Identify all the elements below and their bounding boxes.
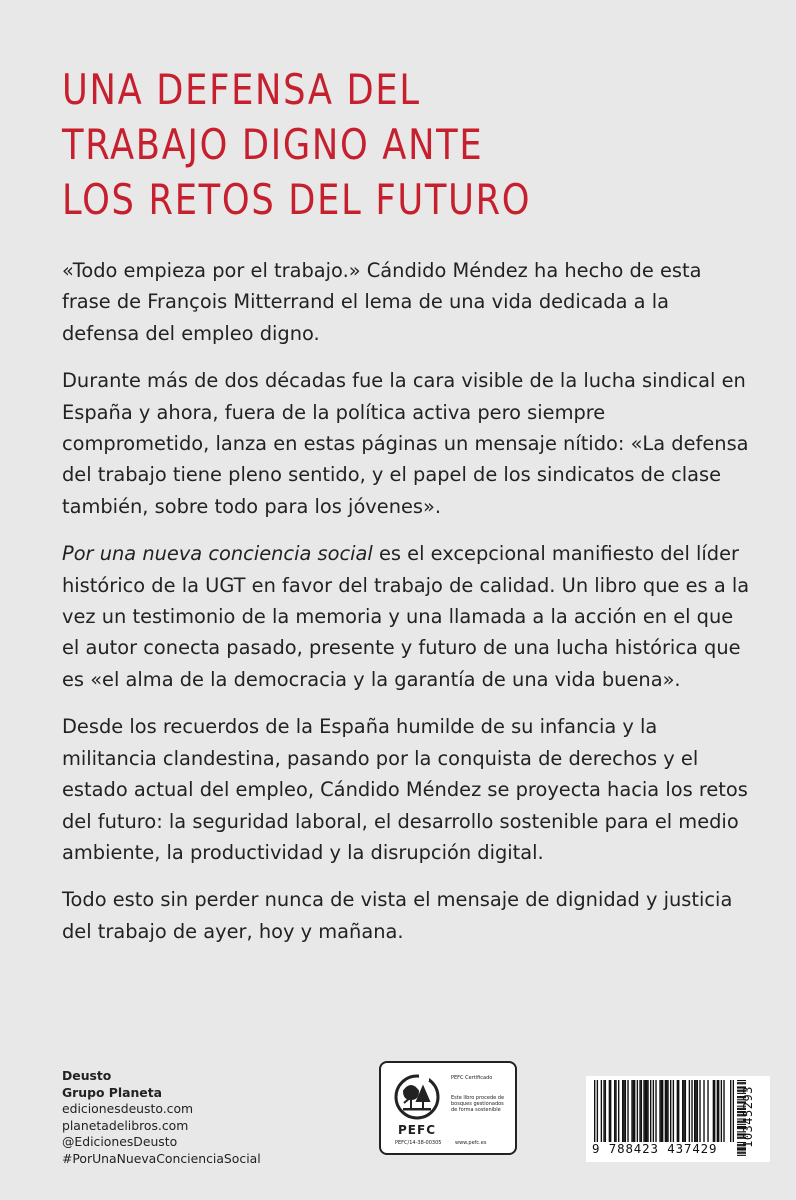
pefc-certified-label: PEFC Certificado [451, 1075, 493, 1081]
pefc-trees-icon [391, 1073, 443, 1121]
pefc-logo-text: PEFC [398, 1123, 436, 1137]
barcode-bar [707, 1080, 708, 1142]
barcode-bar [601, 1080, 602, 1142]
barcode-bar [633, 1080, 634, 1142]
barcode-bar [666, 1080, 667, 1142]
pefc-url: www.pefc.es [455, 1140, 487, 1146]
hashtag: #PorUnaNuevaConcienciaSocial [62, 1150, 261, 1166]
isbn-digits: 9 788423 437429 [592, 1141, 718, 1156]
barcode-bar [677, 1080, 678, 1142]
barcode-bar [730, 1080, 731, 1142]
barcode-bar [697, 1080, 698, 1142]
publisher-info [62, 1068, 261, 1168]
headline-line-3: LOS RETOS DEL FUTURO [62, 175, 532, 224]
barcode-bar [683, 1080, 684, 1142]
headline-line-1: UNA DEFENSA DEL [62, 65, 421, 114]
blurb-paragraph-2: Durante más de dos décadas fue la cara visible de la lucha sindical en España y ahora, fuera de la política activa pero siempre comprometido, lanza en estas páginas un mensaje nítido: «La defensa del trabajo tiene pleno sentido, y el papel de los sindicatos de clase también, sobre todo para los jóvenes». [62, 369, 749, 518]
barcode-bar [699, 1080, 700, 1142]
barcode-bar [682, 1080, 683, 1142]
planeta-website: planetadelibros.com [62, 1117, 189, 1133]
barcode-bar [714, 1080, 715, 1142]
barcode-bar [646, 1080, 647, 1142]
barcode-bar [647, 1080, 648, 1142]
barcode-bar [655, 1080, 656, 1142]
barcode-bar [721, 1080, 722, 1142]
blurb [62, 255, 752, 963]
barcode-bar [610, 1080, 611, 1142]
barcode-bar [665, 1080, 666, 1142]
back-cover-headline [62, 62, 650, 227]
barcode-bar [641, 1080, 642, 1142]
barcode-bar [691, 1080, 692, 1142]
barcode-bar [627, 1080, 628, 1142]
barcode-bar [653, 1080, 654, 1142]
barcode-addon [737, 1080, 759, 1158]
barcode-bar [643, 1080, 644, 1142]
barcode-bar [623, 1080, 624, 1142]
barcode-bar [639, 1080, 640, 1142]
book-title-italic: Por una nueva conciencia social [62, 542, 373, 566]
barcode-bar [615, 1080, 616, 1142]
barcode-bar [733, 1080, 734, 1142]
barcode-bar [685, 1080, 686, 1142]
barcode-bar [659, 1080, 660, 1142]
barcode-bar [622, 1080, 623, 1142]
barcode-bar [695, 1080, 696, 1142]
barcode-bar [637, 1080, 638, 1142]
barcode-bar [650, 1080, 651, 1142]
blurb-paragraph-1: «Todo empieza por el trabajo.» Cándido Méndez ha hecho de esta frase de François Mitterrand el lema de una vida dedicada a la defensa del empleo digno. [62, 259, 702, 345]
barcode-bar [713, 1080, 714, 1142]
publisher-group: Grupo Planeta [62, 1084, 162, 1100]
pefc-desc-line-2: bosques gestionados [451, 1101, 504, 1107]
barcode-bar [645, 1080, 646, 1142]
barcode-bar [717, 1080, 718, 1142]
barcode-bar [670, 1080, 671, 1142]
barcode-bar [718, 1080, 719, 1142]
publisher-website: edicionesdeusto.com [62, 1101, 194, 1117]
barcode-bar [594, 1080, 595, 1142]
isbn-barcode [586, 1076, 770, 1162]
blurb-paragraph-4: Desde los recuerdos de la España humilde de su infancia y la militancia clandestina, pasando por la conquista de derechos y el estado actual del empleo, Cándido Méndez se proyecta hacia los retos del futuro: la seguridad laboral, el desarrollo sostenible para el medio ambiente, la productividad y la disrupción digital. [62, 715, 748, 864]
barcode-bar [603, 1080, 604, 1142]
publisher-name: Deusto [62, 1068, 112, 1083]
barcode-bar [689, 1080, 690, 1142]
barcode-bars [594, 1080, 734, 1142]
barcode-bar [694, 1080, 695, 1142]
barcode-bar [634, 1080, 635, 1142]
pefc-desc-line-3: de forma sostenible [451, 1107, 501, 1113]
blurb-paragraph-5: Todo esto sin perder nunca de vista el mensaje de dignidad y justicia del trabajo de ayer, hoy y mañana. [62, 888, 733, 943]
barcode-bar [614, 1080, 615, 1142]
pefc-code: PEFC/14-38-00305 [395, 1140, 442, 1146]
barcode-bar [618, 1080, 619, 1142]
barcode-bar [597, 1080, 598, 1142]
barcode-bar [723, 1080, 724, 1142]
pefc-certification-box [379, 1061, 517, 1155]
barcode-bar [661, 1080, 662, 1142]
barcode-bar [631, 1080, 632, 1142]
pefc-desc-line-1: Este libro procede de [451, 1095, 505, 1101]
twitter-handle: @EdicionesDeusto [62, 1134, 178, 1150]
blurb-paragraph-3 [62, 538, 752, 695]
barcode-bar [678, 1080, 679, 1142]
barcode-bar [605, 1080, 606, 1142]
blurb-paragraph-3-rest: es el excepcional manifiesto del líder histórico de la UGT en favor del trabajo de calidad. Un libro que es a la vez un testimonio de la memoria y una llamada a la acción en el que el autor conecta pasado, presente y futuro de una lucha histórica que es «el alma de la democracia y la garantía de una vida buena». [62, 542, 750, 691]
barcode-bar [609, 1080, 610, 1142]
barcode-bar [673, 1080, 674, 1142]
barcode-bar [667, 1080, 668, 1142]
barcode-bar [703, 1080, 704, 1142]
headline-line-2: TRABAJO DIGNO ANTE [62, 120, 484, 169]
barcode-bar [662, 1080, 663, 1142]
barcode-addon-digits: 10345293 [741, 1086, 755, 1148]
barcode-bar [625, 1080, 626, 1142]
